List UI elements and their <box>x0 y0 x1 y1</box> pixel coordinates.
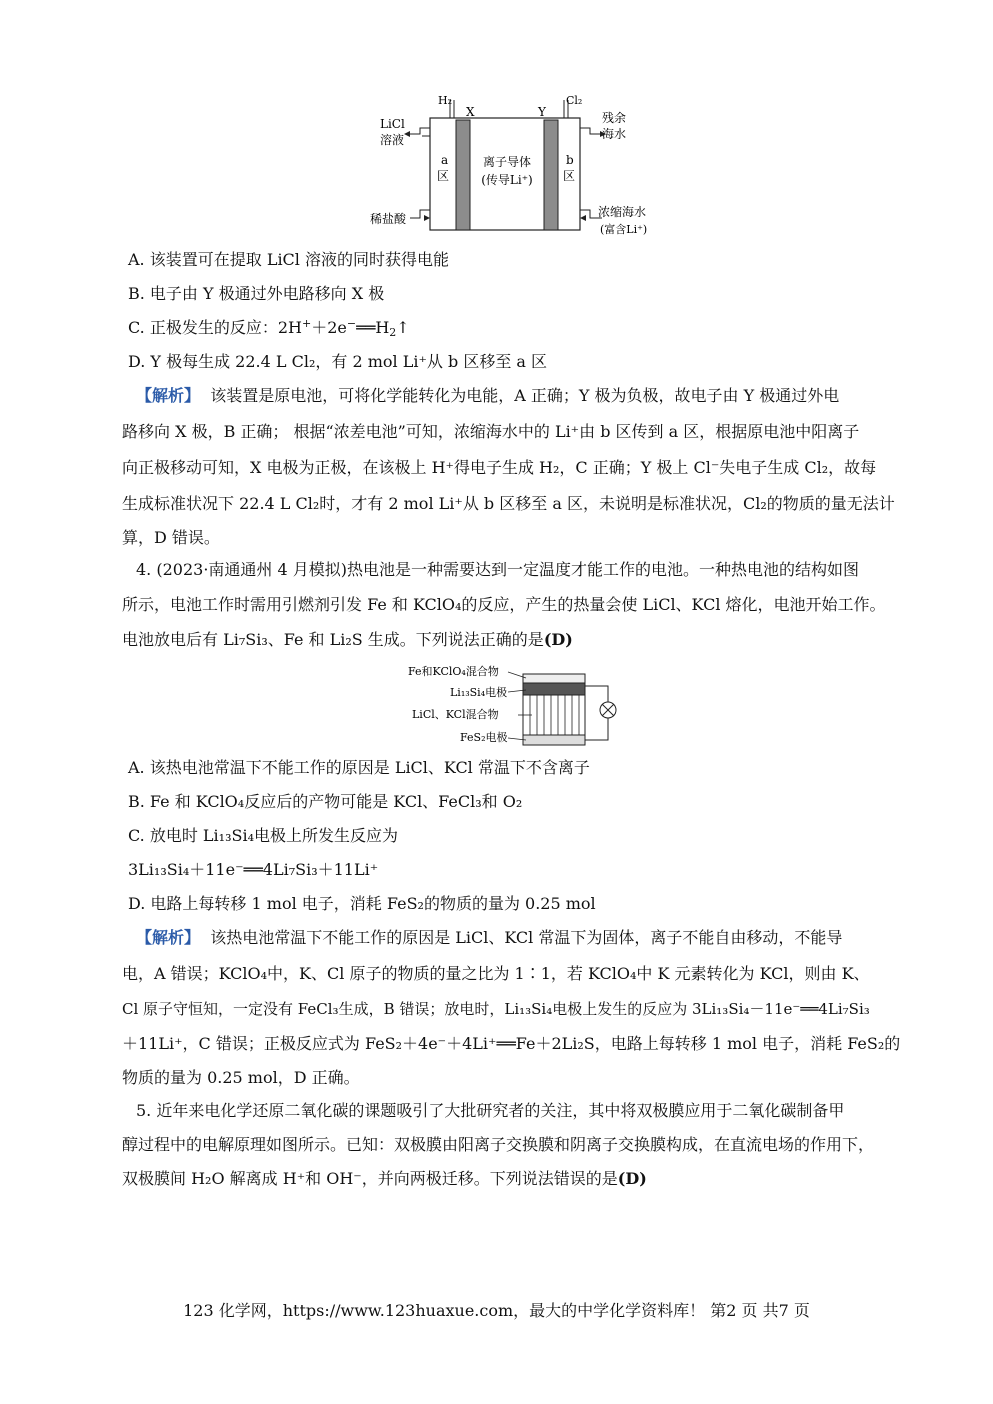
q5-stem-line-3: 双极膜间 H₂O 解离成 H⁺和 OH⁻，并向两极迁移。下列说法错误的是(D) <box>122 1169 647 1188</box>
label-a-zone-2: 区 <box>437 169 450 183</box>
label-center-1: 离子导体 <box>482 155 532 169</box>
figure-thermal-battery <box>408 660 628 750</box>
label-center-2: (传导Li⁺) <box>481 173 533 187</box>
q3-explanation-line-2: 路移向 X 极，B 正确； 根据“浓差电池”可知，浓缩海水中的 Li⁺由 b 区传到 a 区，根据原电池中阳离子 <box>122 422 860 441</box>
fig2-label-licl-kcl: LiCl、KCl混合物 <box>412 708 499 721</box>
q3-option-c: C. 正极发生的反应：$2H^++2e^-══H_2↑$ <box>128 317 410 339</box>
label-x: X <box>466 105 475 119</box>
q4-option-b: B. Fe 和 KClO₄反应后的产物可能是 KCl、FeCl₃和 O₂ <box>128 792 523 811</box>
label-b-zone-1: b <box>566 153 574 167</box>
q4-option-c-equation: 3Li₁₃Si₄＋11e⁻══4Li₇Si₃＋11Li⁺ <box>128 860 379 879</box>
q4-stem-line-2: 所示，电池工作时需用引燃剂引发 Fe 和 KClO₄的反应，产生的热量会使 LiCl、KCl 熔化，电池开始工作。 <box>122 595 886 614</box>
q3-option-a: A. 该装置可在提取 LiCl 溶液的同时获得电能 <box>128 250 450 269</box>
label-cl2: Cl₂ <box>566 94 583 107</box>
fig2-label-li13si4: Li₁₃Si₄电极 <box>450 686 508 699</box>
label-licl-2: 溶液 <box>380 133 405 147</box>
q4-stem-line-3: 电池放电后有 Li₇Si₃、Fe 和 Li₂S 生成。下列说法正确的是(D) <box>122 630 573 649</box>
q4-option-d: D. 电路上每转移 1 mol 电子，消耗 FeS₂的物质的量为 0.25 mol <box>128 894 596 913</box>
q4-option-a: A. 该热电池常温下不能工作的原因是 LiCl、KCl 常温下不含离子 <box>128 758 590 777</box>
label-h2: H₂ <box>438 94 453 107</box>
jiexi-label: 【解析】 <box>136 928 201 947</box>
label-hcl: 稀盐酸 <box>370 212 407 226</box>
q4-stem-line-1: 4. (2023·南通通州 4 月模拟)热电池是一种需要达到一定温度才能工作的电池。一种热电池的结构如图 <box>136 560 859 579</box>
q5-stem-line-2: 醇过程中的电解原理如图所示。已知：双极膜由阳离子交换膜和阴离子交换膜构成，在直流电场的作用下， <box>122 1135 875 1154</box>
q3-explanation-line-4: 生成标准状况下 22.4 L Cl₂时，才有 2 mol Li⁺从 b 区移至 a 区，未说明是标准状况，Cl₂的物质的量无法计 <box>122 494 895 513</box>
jiexi-label: 【解析】 <box>136 386 201 405</box>
q3-explanation-line-3: 向正极移动可知，X 电极为正极，在该极上 H⁺得电子生成 H₂，C 正确；Y 极上 Cl⁻失电子生成 Cl₂，故每 <box>122 458 877 477</box>
q4-explanation-line-3: Cl 原子守恒知，一定没有 FeCl₃生成，B 错误；放电时，Li₁₃Si₄电极上发生的反应为 3Li₁₃Si₄－11e⁻══4Li₇Si₃ <box>122 1000 870 1018</box>
label-conc-1: 浓缩海水 <box>598 205 647 219</box>
label-y: Y <box>538 105 546 119</box>
label-residual-2: 海水 <box>602 127 627 141</box>
page-footer: 123 化学网，https://www.123huaxue.com，最大的中学化学资料库！ 第2 页 共7 页 <box>183 1301 810 1320</box>
figure-concentration-cell <box>370 90 670 240</box>
q4-explanation-line-5: 物质的量为 0.25 mol，D 正确。 <box>122 1068 360 1087</box>
label-residual-1: 残余 <box>602 111 627 125</box>
label-conc-2: (富含Li⁺) <box>600 223 648 236</box>
q5-answer: (D) <box>617 1169 647 1188</box>
label-a-zone-1: a <box>441 153 449 167</box>
fig2-label-fe-kclo4: Fe和KClO₄混合物 <box>408 665 499 678</box>
fig2-label-fes2: FeS₂电极 <box>460 731 508 744</box>
label-b-zone-2: 区 <box>563 169 576 183</box>
q3-explanation-line-5: 算，D 错误。 <box>122 528 220 547</box>
q5-stem-line-1: 5. 近年来电化学还原二氧化碳的课题吸引了大批研究者的关注，其中将双极膜应用于二氧化碳制备甲 <box>136 1101 845 1120</box>
q4-answer: (D) <box>543 630 573 649</box>
q4-explanation-line-2: 电，A 错误；KClO₄中，K、Cl 原子的物质的量之比为 1∶1，若 KClO₄中 K 元素转化为 KCl，则由 K、 <box>122 964 870 983</box>
q3-option-d: D. Y 极每生成 22.4 L Cl₂，有 2 mol Li⁺从 b 区移至 a 区 <box>128 352 548 371</box>
q3-explanation-line-1: 【解析】 该装置是原电池，可将化学能转化为电能，A 正确；Y 极为负极，故电子由 Y 极通过外电 <box>136 386 840 405</box>
q4-explanation-line-4: ＋11Li⁺，C 错误；正极反应式为 FeS₂＋4e⁻＋4Li⁺══Fe＋2Li₂S，电路上每转移 1 mol 电子，消耗 FeS₂的 <box>122 1034 901 1053</box>
q4-explanation-line-1: 【解析】 该热电池常温下不能工作的原因是 LiCl、KCl 常温下为固体，离子不能自由移动，不能导 <box>136 928 843 947</box>
q3-option-b: B. 电子由 Y 极通过外电路移向 X 极 <box>128 284 385 303</box>
label-licl-1: LiCl <box>380 117 405 131</box>
q4-option-c: C. 放电时 Li₁₃Si₄电极上所发生反应为 <box>128 826 398 845</box>
